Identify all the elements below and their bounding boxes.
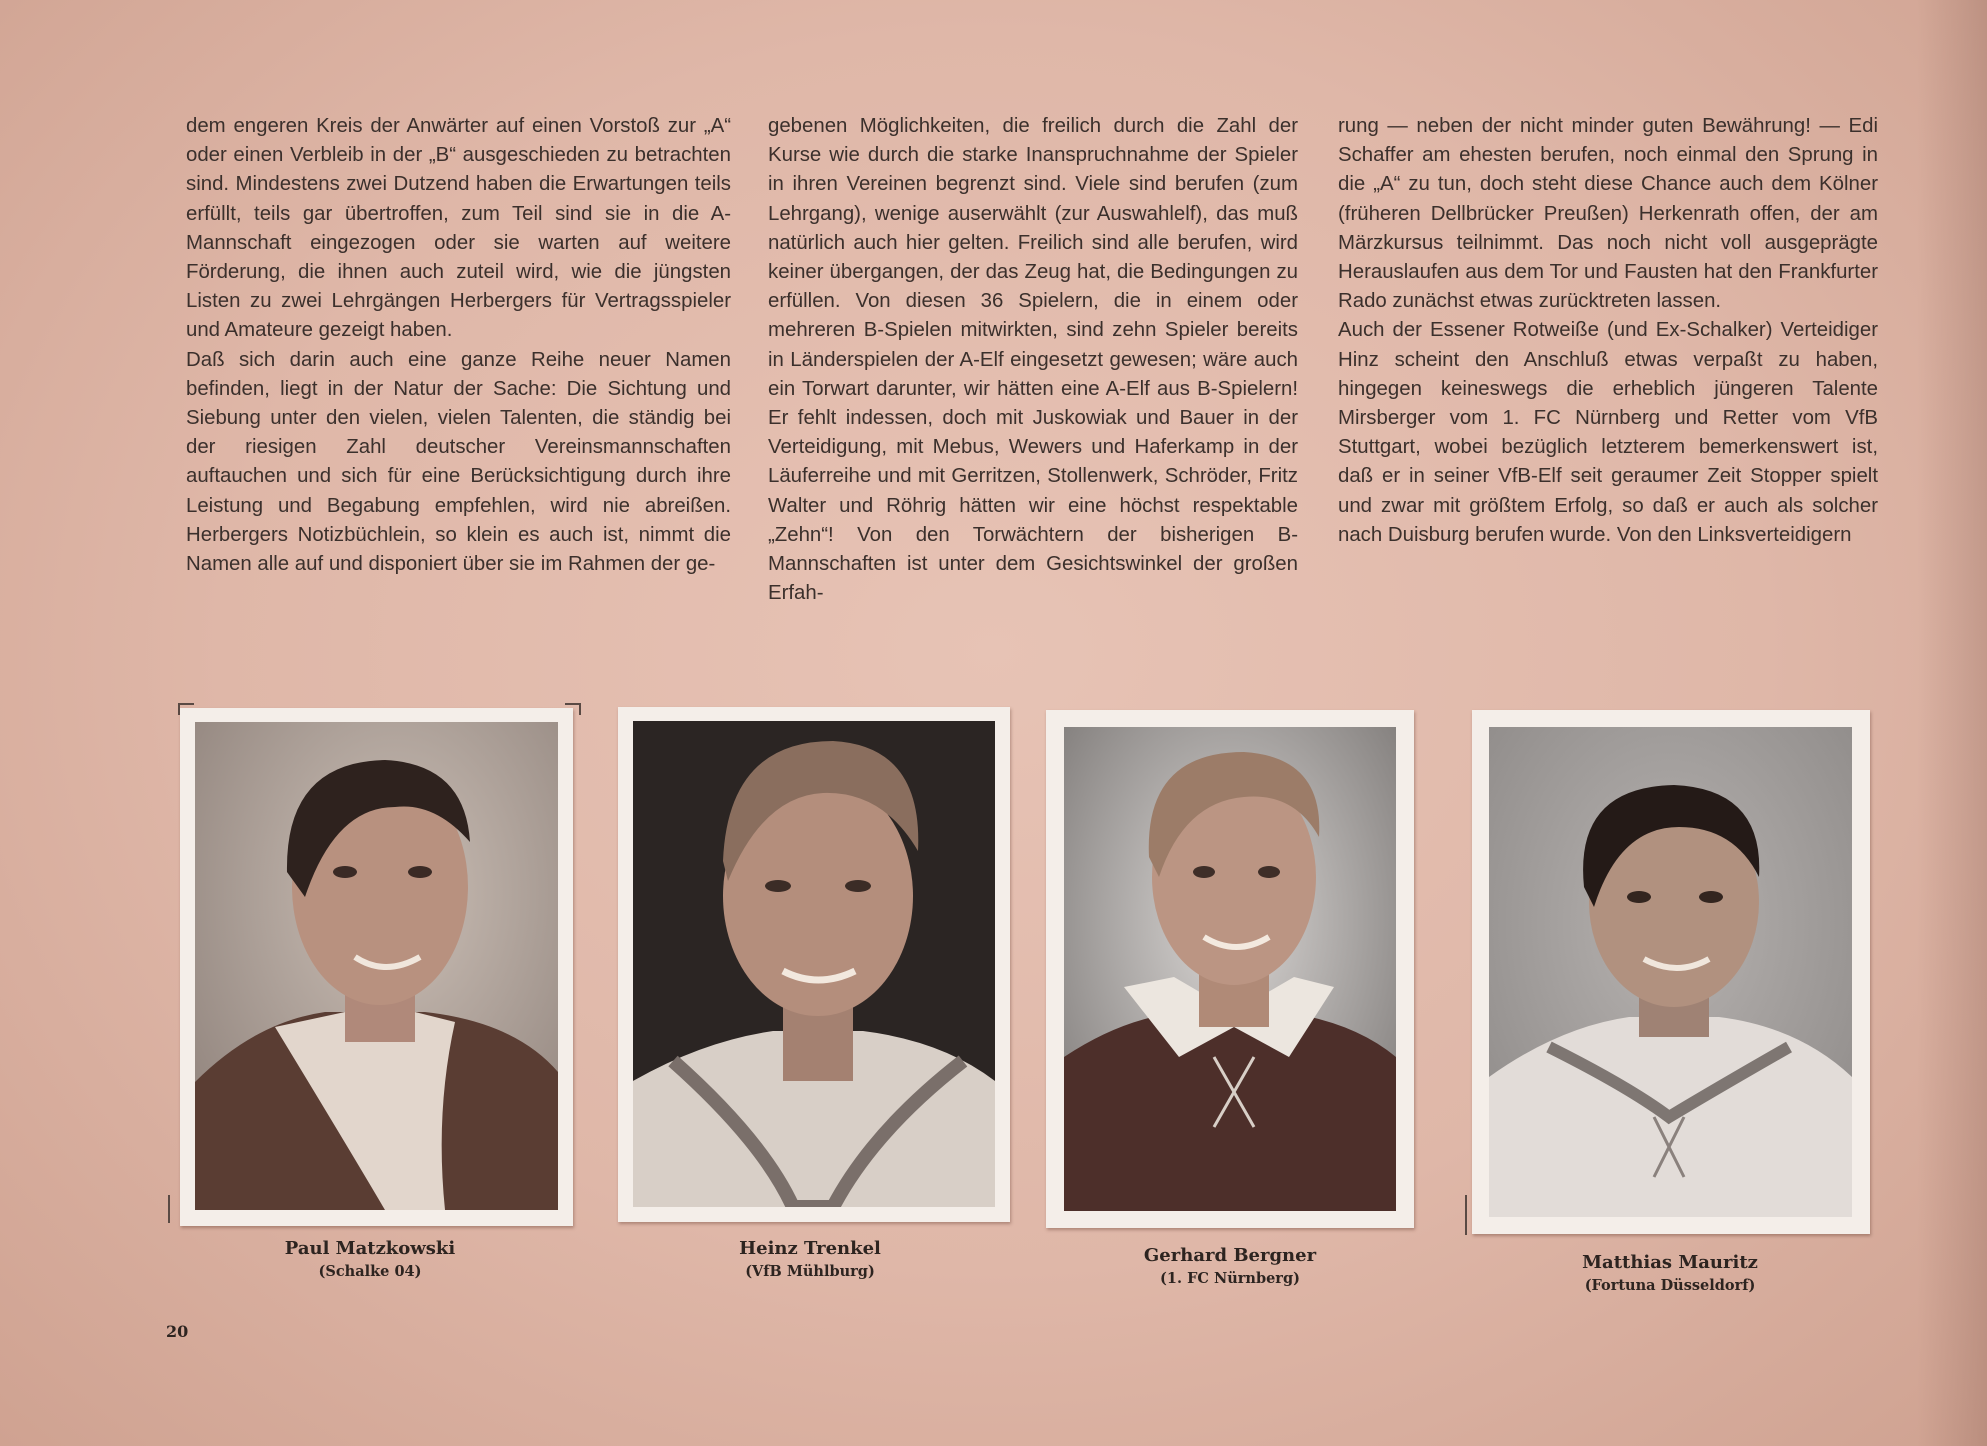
player-club: (1. FC Nürnberg) [1160, 1270, 1300, 1287]
player-photo-card [180, 708, 573, 1226]
paragraph: dem engeren Kreis der Anwärter auf einen Vorstoß zur „A“ oder einen Verbleib in der „B“ ausgeschieden zu betrachten sind. Mindestens zwei Dutzend haben die Erwartungen teils erfüllt, teils gar übertroffen, zum Teil sind sie in die A-Mannschaft eingezogen oder sie warten auf weitere Förderung, die ihnen auch zuteil wird, wie die jüngsten Listen zu zwei Lehrgängen Herbergers für Vertragsspieler und Amateure gezeigt haben. [186, 115, 731, 342]
player-name: Heinz Trenkel [739, 1238, 881, 1259]
player-name: Matthias Mauritz [1582, 1252, 1758, 1273]
corner-mark [1465, 1195, 1469, 1235]
corner-mark [168, 1195, 172, 1223]
player-portrait [1489, 727, 1852, 1217]
player-name: Paul Matzkowski [284, 1238, 456, 1259]
text-column-2 [768, 112, 1298, 657]
paragraph: Auch der Essener Rotweiße (und Ex-Schalker) Verteidiger Hinz scheint den Anschluß etwas verpaßt zu haben, hingegen keineswegs die erheblich jüngeren Talente Mirsberger vom 1. FC Nürnberg und Retter vom VfB Stuttgart, wobei bezüglich letzterem bemerkenswert ist, daß er in seiner VfB-Elf seit geraumer Zeit Stopper spielt und zwar mit größtem Erfolg, so daß er auch als solcher nach Duisburg berufen wurde. Von den Linksverteidigern [1338, 319, 1878, 546]
player-portrait [195, 722, 558, 1210]
paragraph: rung — neben der nicht minder guten Bewährung! — Edi Schaffer am ehesten berufen, noch einmal den Sprung in die „A“ zu tun, doch steht diese Chance auch dem Kölner (früheren Dellbrücker Preußen) Herkenrath offen, der am Märzkursus teilnimmt. Das noch nicht voll ausgeprägte Herauslaufen aus dem Tor und Fausten hat den Frankfurter Rado zunächst etwas zurücktreten lassen. [1338, 115, 1878, 313]
paragraph: Daß sich darin auch eine ganze Reihe neuer Namen befinden, liegt in der Natur der Sache: Die Sichtung und Siebung unter den vielen, vielen Talenten, die ständig bei der riesigen Zahl deutscher Vereinsmannschaften auftauchen und sich für eine Berücksichtigung durch ihre Leistung und Begabung empfehlen, wird nie abreißen. Herbergers Notizbüchlein, so klein es auch ist, nimmt die Namen alle auf und disponiert über sie im Rahmen der ge- [186, 348, 731, 576]
text-column-3 [1338, 112, 1878, 657]
text-column-1 [186, 112, 731, 657]
page-number: 20 [166, 1322, 189, 1341]
player-caption [640, 1237, 980, 1283]
player-caption [1060, 1244, 1400, 1290]
player-portrait [1064, 727, 1396, 1211]
player-name: Gerhard Bergner [1143, 1245, 1317, 1266]
player-club: (Fortuna Düsseldorf) [1584, 1277, 1756, 1294]
player-club: (Schalke 04) [318, 1263, 422, 1280]
player-portrait [633, 721, 995, 1207]
player-caption [200, 1237, 540, 1283]
paragraph: gebenen Möglichkeiten, die freilich durch die Zahl der Kurse wie durch die starke Inanspruchnahme der Spieler in ihren Vereinen begrenzt sind. Viele sind berufen (zum Lehrgang), wenige auserwählt (zur Auswahlelf), das muß natürlich auch hier gelten. Freilich sind alle berufen, wird keiner übergangen, der das Zeug hat, die Bedingungen zu erfüllen. Von diesen 36 Spielern, die in einem oder mehreren B-Spielen mitwirkten, sind zehn Spieler bereits in Länderspielen der A-Elf eingesetzt gewesen; wäre auch ein Torwart darunter, wir hätten eine A-Elf aus B-Spielern! Er fehlt indessen, doch mit Juskowiak und Bauer in der Verteidigung, mit Mebus, Wewers und Haferkamp in der Läuferreihe und mit Gerritzen, Stollenwerk, Schröder, Fritz Walter und Röhrig hätten wir eine höchst respektable „Zehn“! Von den Torwächtern der bisherigen B-Mannschaften ist unter dem Gesichtswinkel der großen Erfah- [768, 115, 1298, 605]
player-photo-card [1046, 710, 1414, 1228]
player-photo-card [618, 707, 1010, 1222]
player-photo-card [1472, 710, 1870, 1234]
player-caption [1500, 1251, 1840, 1297]
player-club: (VfB Mühlburg) [745, 1263, 875, 1280]
